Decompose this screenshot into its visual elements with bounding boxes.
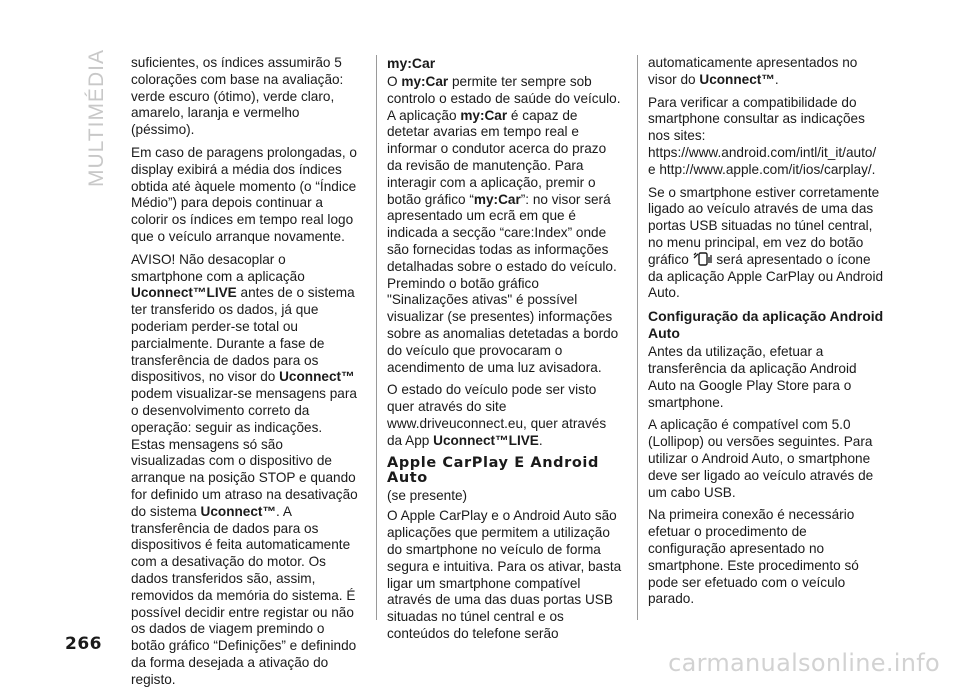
- section-subtitle: (se presente): [387, 487, 468, 503]
- section-heading-mycar: my:Car: [387, 55, 436, 71]
- paragraph: A aplicação é compatível com 5.0 (Lollipop) ou versões seguintes. Para utilizar o Android Auto, o smartphone deve ser ligado ao veículo através de um cabo USB.: [648, 417, 874, 500]
- column-divider-2: [637, 55, 638, 620]
- section-title-carplay-android: Apple CarPlay E Android Auto: [387, 454, 599, 486]
- paragraph: O Apple CarPlay e o Android Auto são aplicações que permitem a utilização do smartphone no veículo de forma segura e intuitiva. Para os ativar, basta ligar um smartphone compatível através de uma das duas portas USB situadas no túnel central e os conteúdos do telefone serão: [387, 508, 622, 641]
- paragraph: Antes da utilização, efetuar a transferência da aplicação Android Auto na Google Play Store para o smartphone.: [648, 344, 857, 410]
- section-side-tab: [85, 49, 108, 188]
- paragraph: Em caso de paragens prolongadas, o display exibirá a média dos índices obtida até àquele momento (o “Índice Médio”) para depois continuar a colorir os índices em tempo real logo que o veículo arranque novamente.: [131, 144, 357, 244]
- text-column-2: [387, 55, 623, 649]
- section-side-tab-label: MULTIMÉDIA: [85, 49, 108, 187]
- paragraph: Para verificar a compatibilidade do smartphone consultar as indicações nos sites: https://www.android.com/intl/it_it/auto/ e http://www.apple.com/it/ios/carplay/.: [648, 94, 877, 177]
- paragraph: Se o smartphone estiver corretamente ligado ao veículo através de uma das portas USB situadas no túnel central, no menu principal, em vez do botão gráfico será apresentado o ícone da aplicação Apple CarPlay ou Android Auto.: [648, 184, 884, 301]
- paragraph: suficientes, os índices assumirão 5 colorações com base na avaliação: verde escuro (ótimo), verde claro, amarelo, laranja e vermelho (péssimo).: [131, 55, 344, 138]
- section-heading-android-auto-setup: Configuração da aplicação Android Auto: [648, 308, 884, 342]
- text-column-1: [131, 55, 359, 694]
- text-column-3: [648, 55, 884, 614]
- smartphone-connect-icon: [693, 252, 713, 266]
- page-number: 266: [65, 634, 102, 654]
- column-divider-1: [376, 55, 377, 620]
- paragraph: automaticamente apresentados no visor do Uconnect™.: [648, 55, 858, 87]
- watermark: carmanualsonline.info: [668, 649, 940, 677]
- paragraph: O my:Car permite ter sempre sob controlo o estado de saúde do veículo. A aplicação my:Car é capaz de detetar avarias em tempo real e informar o condutor acerca do prazo da revisão de manutenção. Para interagir com a aplicação, premir o botão gráfico “my:Car”: no visor será apresentado um ecrã em que é indicada a secção “care:Index” onde são fornecidas todas as informações detalhadas sobre o estado do veículo. Premindo o botão gráfico "Sinalizações ativas" é possível visualizar (se presentes) informações sobre as anomalias detetadas a bordo do veículo que provocaram o acendimento de uma luz avisadora.: [387, 74, 621, 375]
- paragraph: Na primeira conexão é necessário efetuar o procedimento de configuração apresentado no smartphone. Este procedimento só pode ser efetuado com o veículo parado.: [648, 507, 859, 607]
- paragraph: O estado do veículo pode ser visto quer através do site www.driveuconnect.eu, quer através da App Uconnect™LIVE.: [387, 382, 607, 448]
- warning-paragraph: AVISO! Não desacoplar o smartphone com a aplicação Uconnect™LIVE antes de o sistema ter transferido os dados, já que poderiam perder-se total ou parcialmente. Durante a fase de transferência de dados para os dispositivos, no visor do Uconnect™ podem visualizar-se mensagens para o desenvolvimento correto da operação: seguir as indicações. Estas mensagens só são visualizadas com o dispositivo de arranque na posição STOP e quando for definido um atraso na desativação do sistema Uconnect™. A transferência de dados para os dispositivos é feita automaticamente com a desativação do motor. Os dados transferidos são, assim, removidos da memória do sistema. É possível decidir entre registar ou não os dados de viagem premindo o botão gráfico “Definições” e definindo da forma desejada a ativação do registo.: [131, 251, 358, 687]
